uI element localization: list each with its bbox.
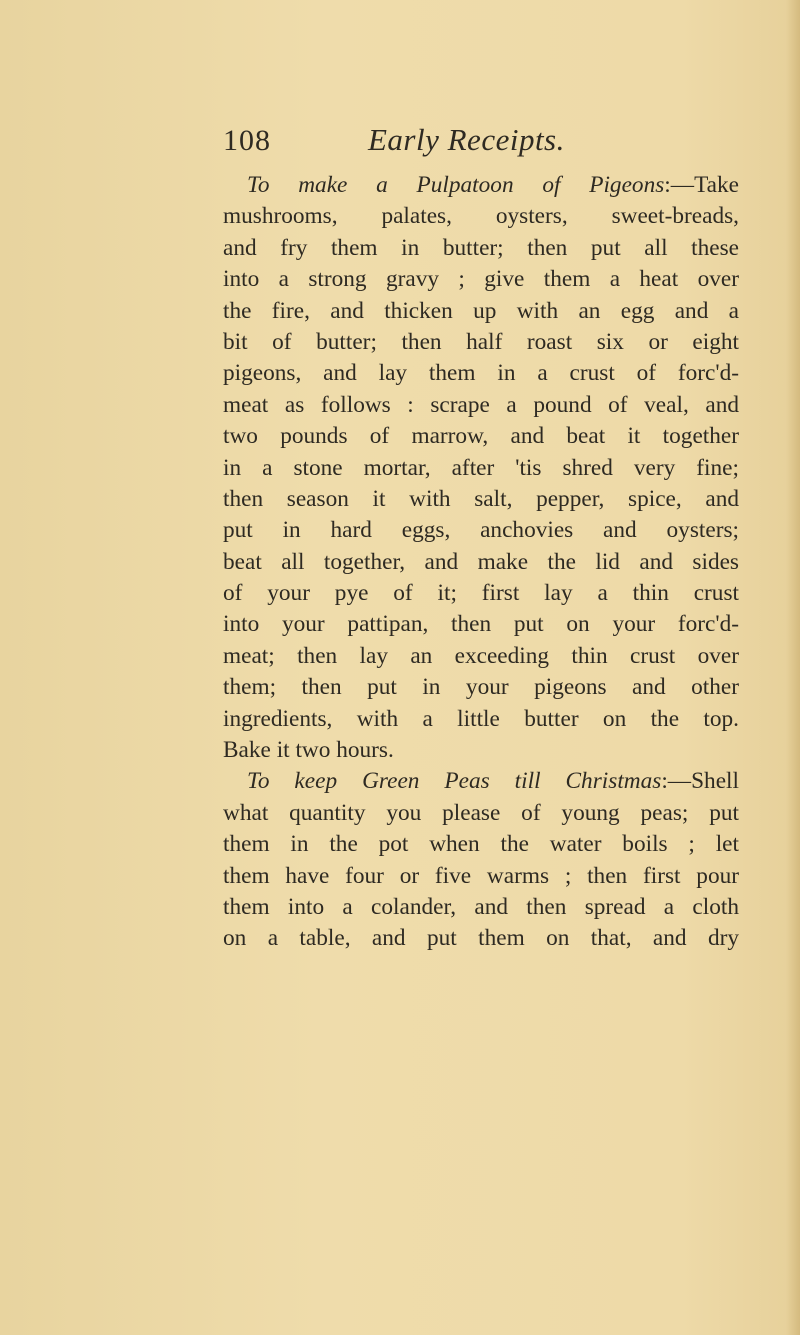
text-line: then season it with salt, pepper, spice, and: [223, 485, 739, 512]
page-number: 108: [223, 124, 271, 157]
text-line: into a strong gravy ; give them a heat over: [223, 266, 739, 293]
text-line: pigeons, and lay them in a crust of forc'd-: [223, 360, 739, 387]
text-line: :—Shell: [661, 768, 739, 795]
recipe-title-line: [223, 170, 739, 201]
text-line: what quantity you please of young peas; put: [223, 799, 739, 826]
text-line: bit of butter; then half roast six or eight: [223, 328, 739, 355]
page-edge-shadow: [786, 0, 800, 1335]
text-line: Bake it two hours.: [223, 737, 394, 764]
text-line: and fry them in butter; then put all these: [223, 234, 739, 261]
recipe-title: To make a Pulpatoon of Pigeons: [247, 172, 665, 198]
text-line: them have four or five warms ; then first pour: [223, 862, 739, 889]
text-line: in a stone mortar, after 'tis shred very fine;: [223, 454, 739, 481]
running-title: Early Receipts.: [368, 122, 565, 157]
recipe-title-line: [223, 766, 739, 797]
text-line: of your pye of it; first lay a thin crust: [223, 580, 739, 607]
text-line: ingredients, with a little butter on the top.: [223, 705, 739, 732]
text-line: them in the pot when the water boils ; let: [223, 831, 739, 858]
text-line: them; then put in your pigeons and other: [223, 674, 739, 701]
body-text: [223, 170, 739, 955]
text-line: on a table, and put them on that, and dry: [223, 925, 739, 952]
text-line: into your pattipan, then put on your forc'd-: [223, 611, 739, 638]
text-line: mushrooms, palates, oysters, sweet-breads,: [223, 203, 739, 230]
text-line: beat all together, and make the lid and sides: [223, 548, 739, 575]
text-line: meat as follows : scrape a pound of veal, and: [223, 391, 739, 418]
running-head: [0, 118, 800, 158]
text-line: meat; then lay an exceeding thin crust over: [223, 642, 739, 669]
text-line: them into a colander, and then spread a cloth: [223, 893, 739, 920]
text-line: :—Take: [664, 172, 739, 198]
text-line: the fire, and thicken up with an egg and a: [223, 297, 739, 324]
text-line: put in hard eggs, anchovies and oysters;: [223, 517, 739, 544]
text-line: two pounds of marrow, and beat it together: [223, 423, 739, 450]
recipe-title: To keep Green Peas till Christmas: [247, 768, 662, 795]
